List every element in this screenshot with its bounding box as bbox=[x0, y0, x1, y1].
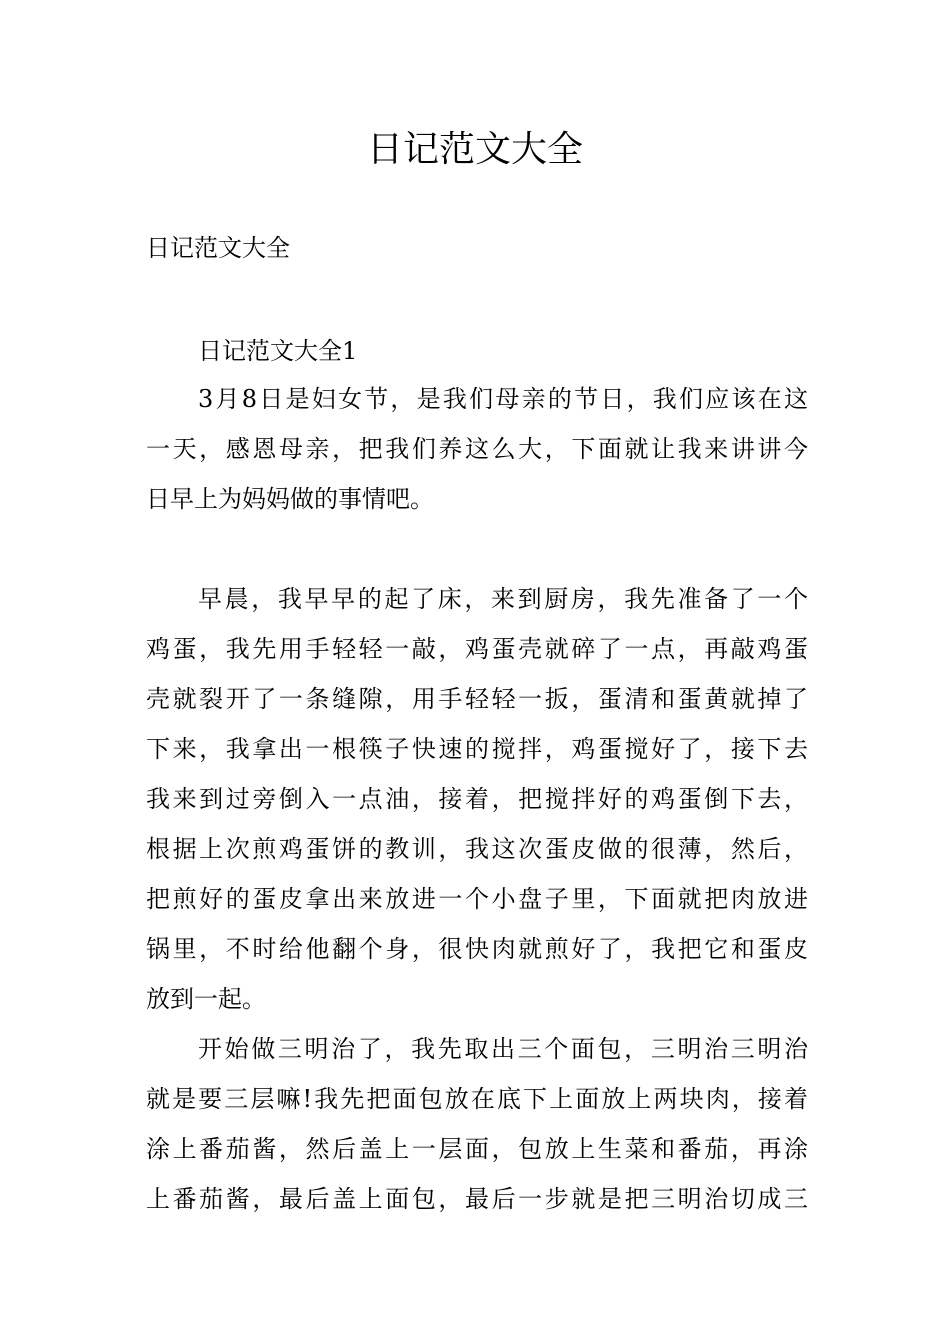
paragraph-line: 我来到过旁倒入一点油，接着，把搅拌好的鸡蛋倒下去， bbox=[146, 785, 808, 813]
paragraph-line: 根据上次煎鸡蛋饼的教训，我这次蛋皮做的很薄，然后， bbox=[146, 835, 808, 863]
section-heading: 日记范文大全1 bbox=[198, 337, 358, 365]
document-title: 日记范文大全 bbox=[366, 129, 583, 170]
paragraph-line: 壳就裂开了一条缝隙，用手轻轻一扳，蛋清和蛋黄就掉了 bbox=[146, 685, 808, 713]
paragraph-line: 3月8日是妇女节，是我们母亲的节日，我们应该在这 bbox=[198, 385, 808, 413]
paragraph-line: 日早上为妈妈做的事情吧。 bbox=[146, 485, 434, 513]
paragraph-line: 上番茄酱，最后盖上面包，最后一步就是把三明治切成三 bbox=[146, 1185, 808, 1213]
paragraph-line: 下来，我拿出一根筷子快速的搅拌，鸡蛋搅好了，接下去 bbox=[146, 735, 808, 763]
paragraph-line: 放到一起。 bbox=[146, 985, 266, 1013]
paragraph-line: 一天，感恩母亲，把我们养这么大，下面就让我来讲讲今 bbox=[146, 435, 808, 463]
paragraph-line: 就是要三层嘛!我先把面包放在底下上面放上两块肉，接着 bbox=[146, 1085, 808, 1113]
paragraph-line: 把煎好的蛋皮拿出来放进一个小盘子里，下面就把肉放进 bbox=[146, 885, 808, 913]
paragraph-line: 锅里，不时给他翻个身，很快肉就煎好了，我把它和蛋皮 bbox=[146, 935, 808, 963]
paragraph-line: 早晨，我早早的起了床，来到厨房，我先准备了一个 bbox=[198, 585, 808, 613]
paragraph-line: 涂上番茄酱，然后盖上一层面，包放上生菜和番茄，再涂 bbox=[146, 1135, 808, 1163]
paragraph-line: 开始做三明治了，我先取出三个面包，三明治三明治 bbox=[198, 1035, 808, 1063]
paragraph-3 bbox=[146, 1024, 808, 1224]
paragraph-line: 鸡蛋，我先用手轻轻一敲，鸡蛋壳就碎了一点，再敲鸡蛋 bbox=[146, 635, 808, 663]
paragraph-1 bbox=[146, 374, 808, 524]
document-subtitle: 日记范文大全 bbox=[146, 234, 290, 262]
paragraph-2 bbox=[146, 574, 808, 1024]
